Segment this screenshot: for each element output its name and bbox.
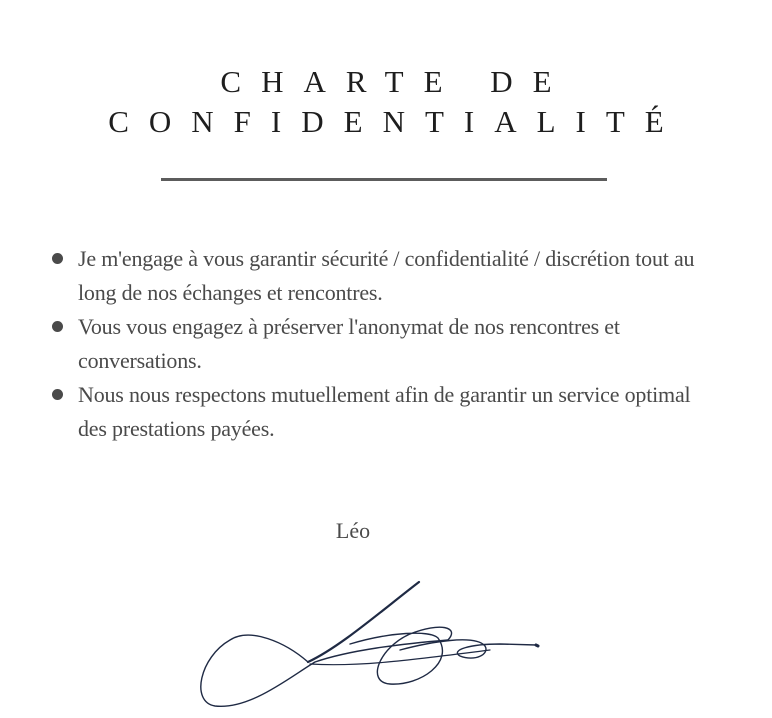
author-name: Léo xyxy=(335,518,371,543)
title-divider xyxy=(161,178,607,181)
signature-image xyxy=(190,572,550,718)
commitments-list xyxy=(50,242,710,446)
list-item-text: Nous nous respectons mutuellement afin de garantir un service optimal des prestations payées. xyxy=(78,382,691,441)
list-item xyxy=(50,378,710,446)
page-title xyxy=(0,62,772,142)
bullet-dot-icon xyxy=(52,389,63,400)
list-item xyxy=(50,242,710,310)
bullet-dot-icon xyxy=(52,253,63,264)
list-item xyxy=(50,310,710,378)
list-item-text: Vous vous engagez à préserver l'anonymat de nos rencontres et conversations. xyxy=(78,314,620,373)
list-item-text: Je m'engage à vous garantir sécurité / confidentialité / discrétion tout au long de nos échanges et rencontres. xyxy=(78,246,695,305)
title-line-2: CONFIDENTIALITÉ xyxy=(108,104,684,139)
title-line-1: CHARTE DE xyxy=(220,64,572,99)
bullet-dot-icon xyxy=(52,321,63,332)
